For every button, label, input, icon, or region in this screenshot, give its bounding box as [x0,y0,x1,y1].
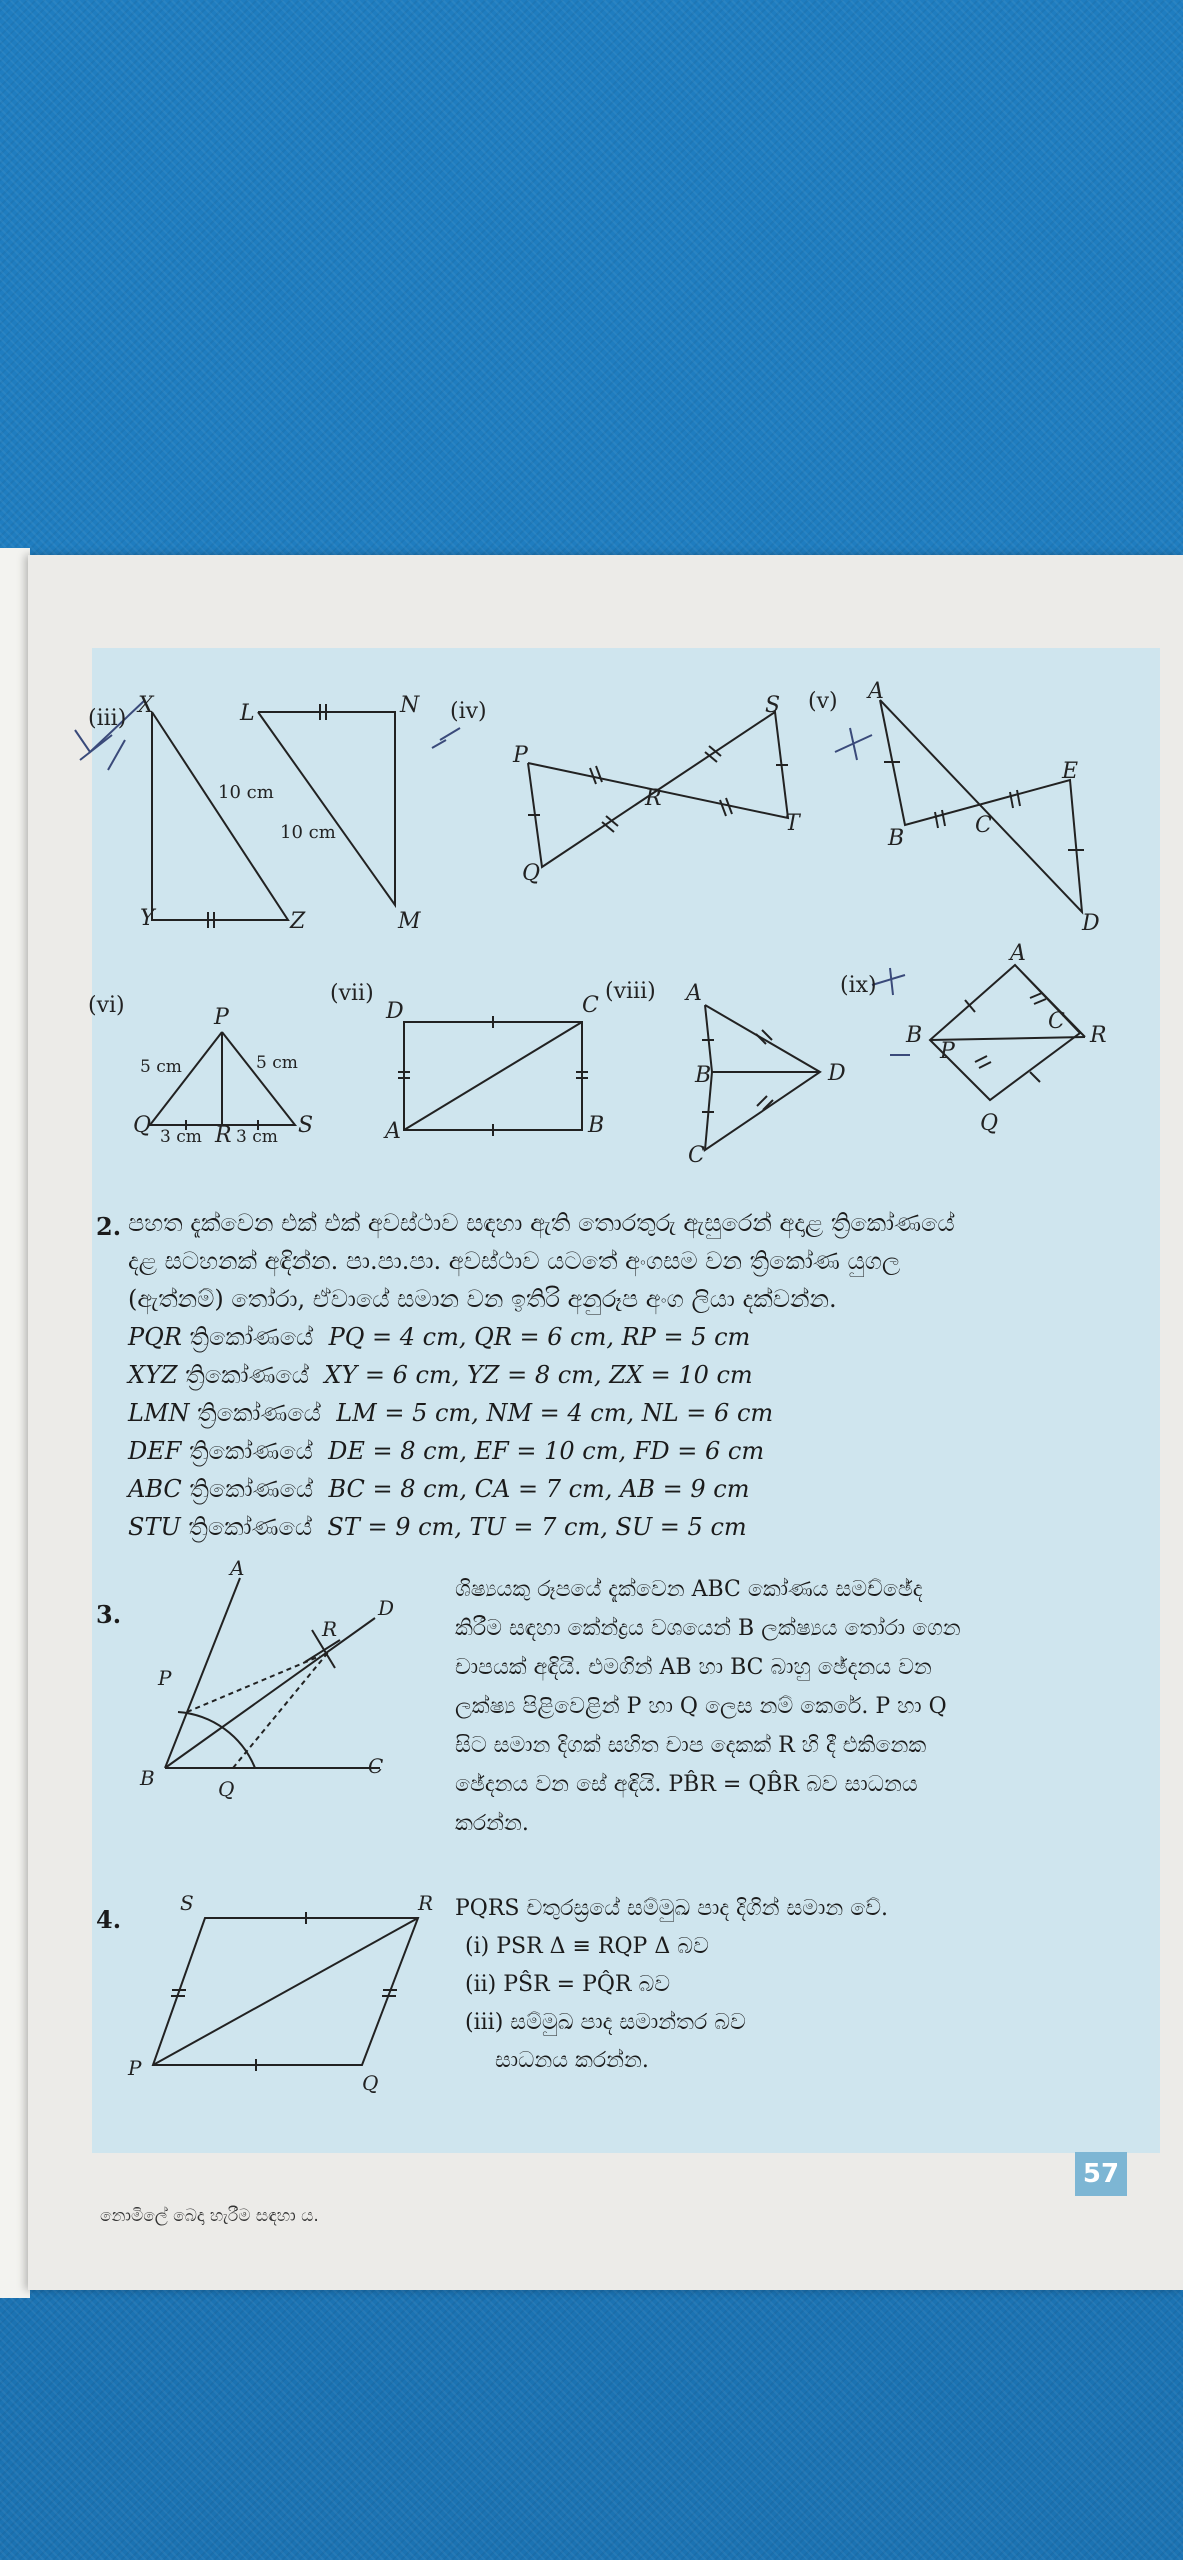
label-viii-a: A [686,981,702,1006]
label-iv-s: S [765,693,781,718]
quadrilateral-pqrs [153,1912,418,2071]
triangle-xyz [152,712,288,920]
q3-label-p: P [158,1666,172,1690]
label-viii-c: C [688,1143,705,1168]
label-vi-p: P [214,1005,229,1030]
label-ix-p: P [940,1039,955,1064]
label-l: L [240,701,255,726]
len-xz: 10 cm [218,782,274,803]
q3-label-r: R [322,1617,338,1641]
label-z: Z [290,909,306,934]
label-iv-t: T [785,811,800,836]
label-x: X [138,693,154,718]
label-vi-q: Q [133,1113,152,1138]
label-vi-r: R [215,1123,232,1148]
q3-label-b: B [140,1766,155,1790]
label-iii: (iii) [88,706,127,731]
len-rs: 3 cm [236,1127,278,1147]
q2-item: PQR ත්‍රිකෝණයේ PQ = 4 cm, QR = 6 cm, RP = 5 cm [128,1323,751,1351]
label-n: N [400,693,420,718]
label-vi-s: S [298,1113,314,1138]
q3-label-c: C [368,1754,384,1778]
label-ix-c: C [1048,1009,1065,1034]
len-pq: 5 cm [140,1057,182,1077]
q2-item: STU ත්‍රිකෝණයේ ST = 9 cm, TU = 7 cm, SU = 5 cm [128,1513,747,1541]
q2-intro-line: පහත දැක්වෙන එක් එක් අවස්ථාව සඳහා ඇති තොරතුරු ඇසුරෙන් අදාළ ත්‍රිකෝණයේ [128,1209,955,1237]
q2-intro-line: දළ සටහනක් අඳින්න. පා.පා.පා. අවස්ථාව යටතේ අංගසම වන ත්‍රිකෝණ යුගල [128,1247,901,1275]
label-v-d: D [1082,911,1100,936]
label-v-a: A [868,679,884,704]
label-v-e: E [1062,759,1079,784]
q3-label-q: Q [218,1777,235,1801]
q3-label-d: D [378,1596,395,1620]
label-vii-b: B [588,1113,605,1138]
label-vii-a: A [385,1119,401,1144]
page-number: 57 [1075,2152,1127,2196]
figure-v [880,700,1082,912]
q2-number: 2. [96,1212,122,1241]
label-y: Y [140,906,155,931]
kite-abcd [705,1005,820,1150]
q2-intro-line: (ඇත්නම්) තෝරා, ඒවායේ සමාන වන ඉතිරි අනුරූප අංග ලියා දක්වන්න. [128,1285,837,1313]
label-viii-d: D [828,1061,846,1086]
q2-item: XYZ ත්‍රිකෝණයේ XY = 6 cm, YZ = 8 cm, ZX = 10 cm [128,1361,753,1389]
label-m: M [398,909,421,934]
q4-label-s: S [180,1891,194,1915]
label-vi: (vi) [88,993,125,1018]
label-iv: (iv) [450,699,487,724]
len-qr: 3 cm [160,1127,202,1147]
label-iv-q: Q [522,861,541,886]
label-ix-b: B [906,1023,923,1048]
q4-label-q: Q [362,2071,379,2095]
q2-item: ABC ත්‍රිකෝණයේ BC = 8 cm, CA = 7 cm, AB = 9 cm [128,1475,750,1503]
angle-bisector-figure [165,1578,380,1768]
label-v: (v) [808,689,838,714]
q4-label-r: R [418,1891,434,1915]
label-v-b: B [888,826,905,851]
label-iv-p: P [513,743,528,768]
q4-label-p: P [128,2056,142,2080]
label-iv-r: R [645,786,662,811]
len-ps: 5 cm [256,1053,298,1073]
q2-item: DEF ත්‍රිකෝණයේ DE = 8 cm, EF = 10 cm, FD = 6 cm [128,1437,765,1465]
label-viii: (viii) [605,979,656,1004]
label-v-c: C [975,813,992,838]
q3-label-a: A [230,1556,245,1580]
q3-text: ශිෂ්‍යයකු රූපයේ දැක්වෙන ABC කෝණය සමච්ඡේද කිරීම සඳහා කේන්ද්‍රය වශයෙන් B ලක්ෂ්‍යය තෝරා ගෙන චාපයක් අඳියි. එමගින් AB හා BC බාහු ඡේදනය වන ලක්ෂ්‍ය පිළිවෙළින් P හා Q ලෙස නම් කෙරේ. P හා Q සිට සමාන දිගක් සහිත චාප දෙකක් R හි දී එකිනෙක ඡේදනය වන සේ අඳියි. PB̂R = QB̂R බව සාධනය කරන්න. [455,1577,961,1836]
label-vii: (vii) [330,981,374,1006]
label-ix-q: Q [980,1111,999,1136]
label-ix: (ix) [840,973,877,998]
triangle-lnm [258,712,395,905]
label-ix-a: A [1010,941,1026,966]
len-lm: 10 cm [280,822,336,843]
q2-item: LMN ත්‍රිකෝණයේ LM = 5 cm, NM = 4 cm, NL = 6 cm [128,1399,774,1427]
label-viii-b: B [695,1063,712,1088]
label-vii-d: D [386,999,404,1024]
page-footer: නොමිලේ බෙදා හැරීම සඳහා ය. [100,2206,319,2226]
q3-number: 3. [96,1600,122,1629]
label-vii-c: C [582,993,599,1018]
label-ix-r: R [1090,1023,1107,1048]
q4-number: 4. [96,1905,122,1934]
q4-text: PQRS චතුරස්‍රයේ සම්මුඛ පාද දිගින් සමාන වේ. (i) PSR Δ ≡ RQP Δ බව (ii) PŜR = PQ̂R බව (iii) සම්මුඛ පාද සමාන්තර බව සාධනය කරන්න. [455,1896,888,2073]
q2-section [128,1204,1118,1546]
